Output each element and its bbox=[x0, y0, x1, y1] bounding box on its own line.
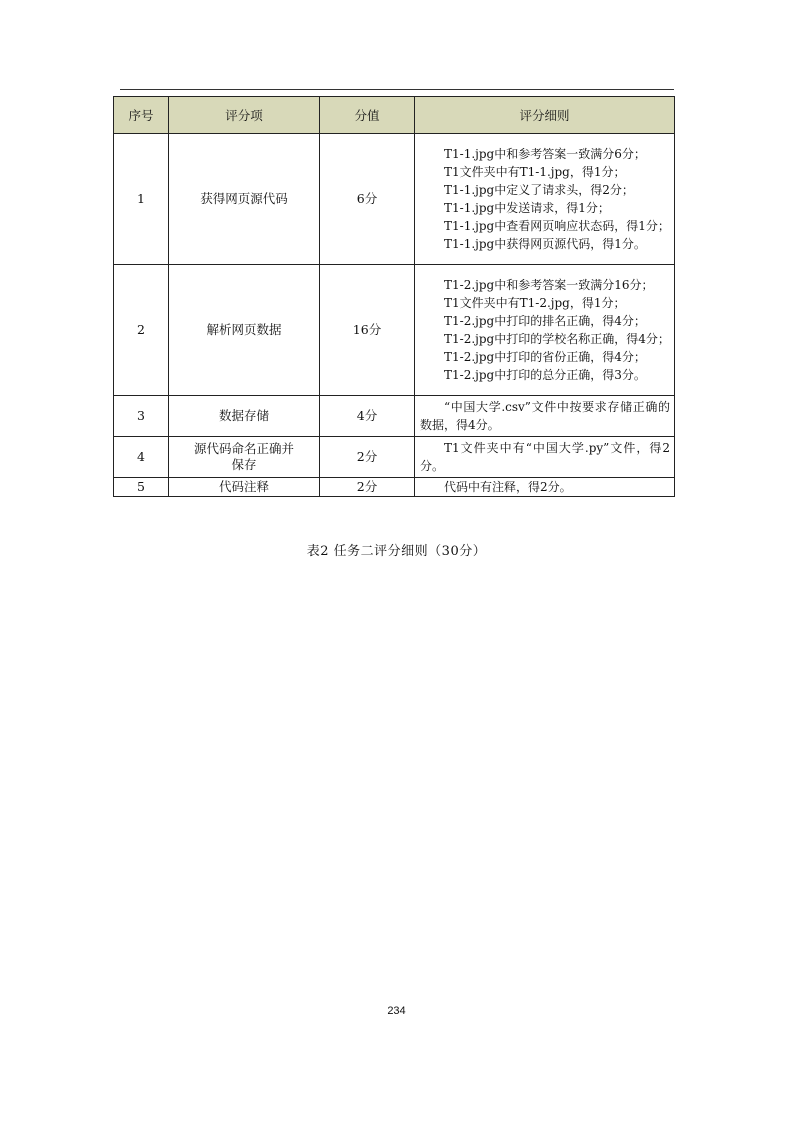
header-rule bbox=[120, 89, 674, 90]
header-score: 分值 bbox=[320, 97, 415, 134]
detail-line: 代码中有注释，得2分。 bbox=[444, 480, 572, 494]
table-row bbox=[114, 134, 675, 265]
row-score: 2分 bbox=[320, 478, 415, 497]
row-number: 5 bbox=[114, 478, 169, 497]
row-number: 2 bbox=[114, 265, 169, 396]
detail-line: T1-2.jpg中打印的省份正确，得4分； bbox=[444, 350, 646, 364]
scoring-table bbox=[113, 96, 675, 497]
header-serial-number: 序号 bbox=[114, 97, 169, 134]
page-number: 234 bbox=[387, 1005, 406, 1017]
detail-line: “中国大学.csv”文件中按要求存储正确的数据，得4分。 bbox=[420, 400, 670, 432]
row-number: 1 bbox=[114, 134, 169, 265]
row-number: 4 bbox=[114, 437, 169, 478]
row-item: 代码注释 bbox=[169, 478, 320, 497]
row-item: 解析网页数据 bbox=[169, 265, 320, 396]
row-score: 2分 bbox=[320, 437, 415, 478]
row-item: 获得网页源代码 bbox=[169, 134, 320, 265]
table-row bbox=[114, 437, 675, 478]
table-row bbox=[114, 396, 675, 437]
header-scoring-item: 评分项 bbox=[169, 97, 320, 134]
row-number: 3 bbox=[114, 396, 169, 437]
row-details bbox=[415, 437, 675, 478]
detail-line: T1-1.jpg中定义了请求头，得2分； bbox=[444, 183, 634, 197]
table-row bbox=[114, 478, 675, 497]
row-details bbox=[415, 396, 675, 437]
detail-line: T1-2.jpg中打印的排名正确，得4分； bbox=[444, 314, 646, 328]
detail-line: T1-1.jpg中查看网页响应状态码，得1分； bbox=[444, 219, 670, 233]
row-item: 源代码命名正确并保存 bbox=[169, 437, 320, 478]
detail-line: T1-1.jpg中和参考答案一致满分6分； bbox=[444, 147, 646, 161]
detail-line: T1文件夹中有T1-1.jpg，得1分； bbox=[444, 165, 626, 179]
table-caption: 表2 任务二评分细则（30分） bbox=[306, 544, 487, 559]
row-score: 6分 bbox=[320, 134, 415, 265]
row-details bbox=[415, 265, 675, 396]
detail-line: T1文件夹中有T1-2.jpg，得1分； bbox=[444, 296, 626, 310]
row-score: 4分 bbox=[320, 396, 415, 437]
row-item: 数据存储 bbox=[169, 396, 320, 437]
table-row bbox=[114, 265, 675, 396]
detail-line: T1-2.jpg中和参考答案一致满分16分； bbox=[444, 278, 654, 292]
detail-line: T1-1.jpg中发送请求，得1分； bbox=[444, 201, 610, 215]
row-score: 16分 bbox=[320, 265, 415, 396]
row-details bbox=[415, 134, 675, 265]
detail-line: T1-1.jpg中获得网页源代码，得1分。 bbox=[444, 237, 646, 251]
detail-line: T1-2.jpg中打印的学校名称正确，得4分； bbox=[444, 332, 670, 346]
detail-line: T1-2.jpg中打印的总分正确，得3分。 bbox=[444, 368, 646, 382]
detail-line: T1文件夹中有“中国大学.py”文件，得2分。 bbox=[420, 441, 670, 473]
header-scoring-details: 评分细则 bbox=[415, 97, 675, 134]
row-details bbox=[415, 478, 675, 497]
table-header-row bbox=[114, 97, 675, 134]
